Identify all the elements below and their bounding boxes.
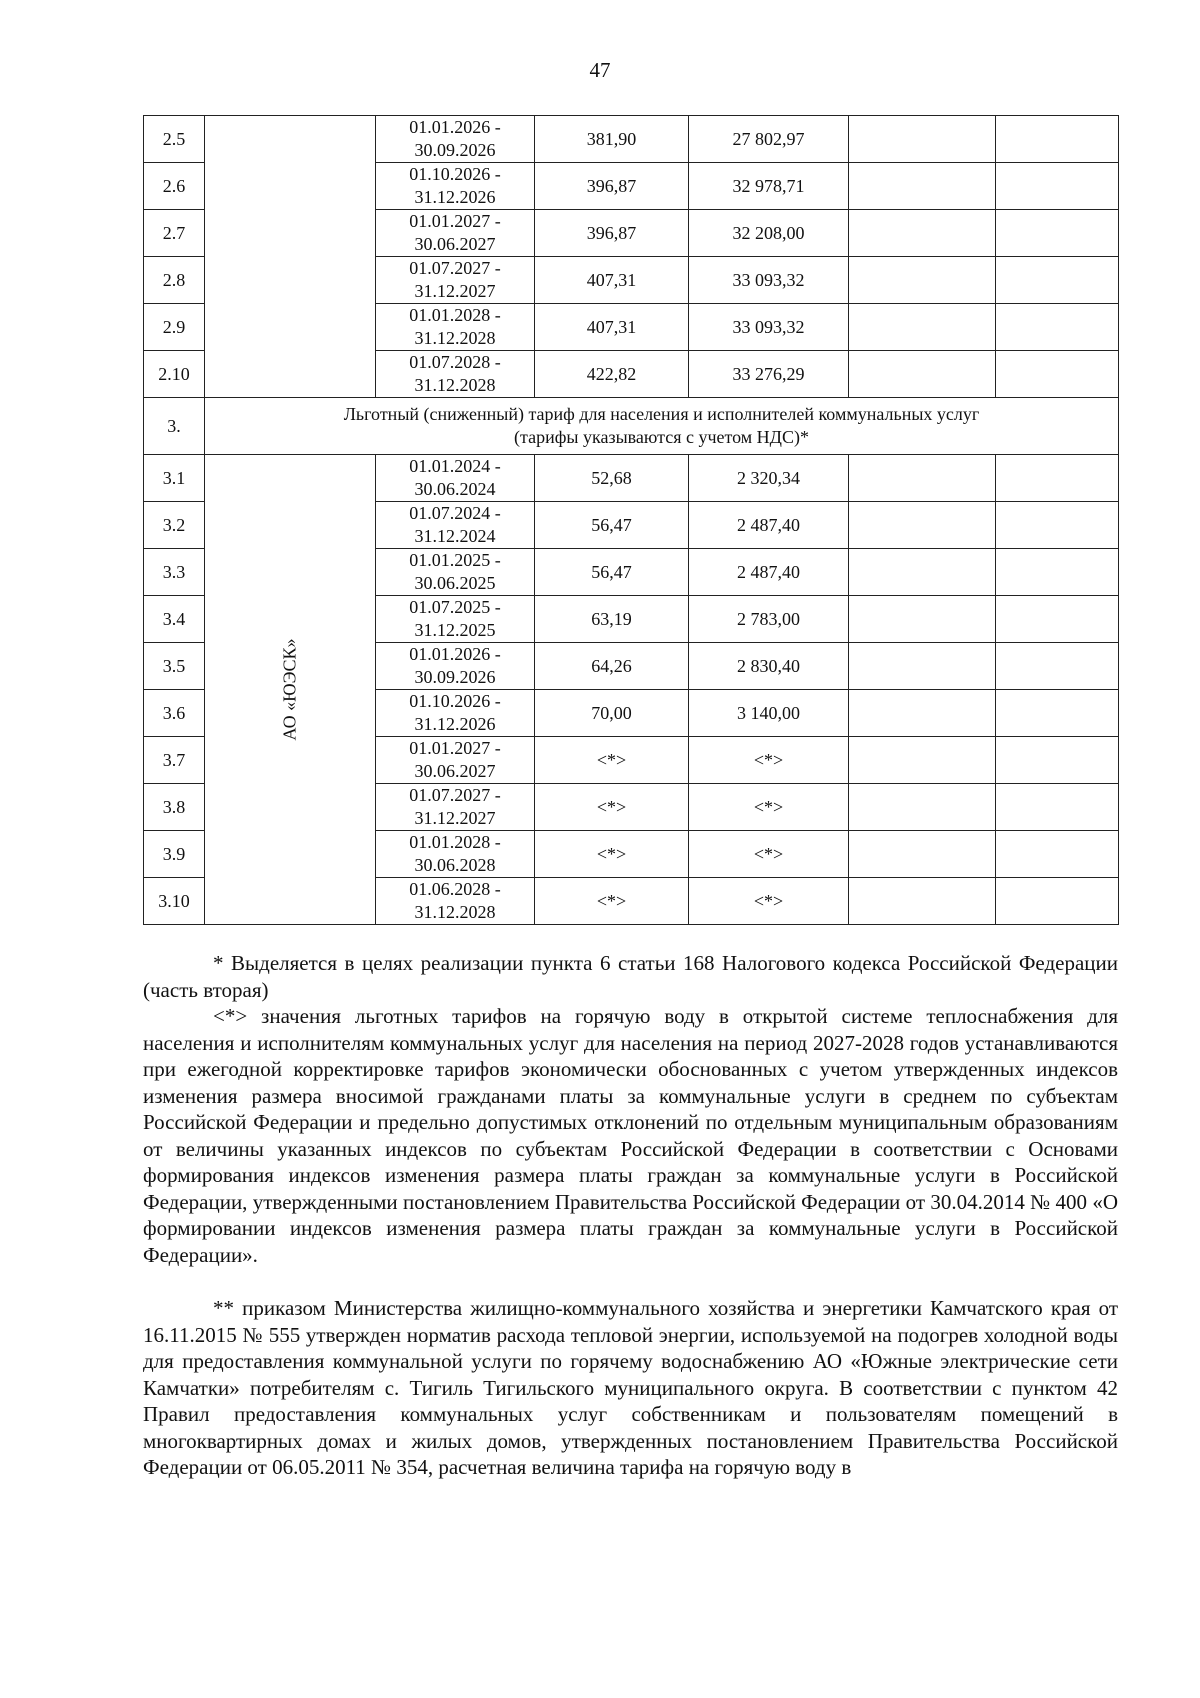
section-title-cell xyxy=(205,398,1119,455)
tariff-value-4 xyxy=(996,116,1119,163)
tariff-value-3 xyxy=(849,116,996,163)
period-end: 31.12.2026 xyxy=(414,187,496,207)
table-row xyxy=(144,116,1119,163)
period-start: 01.01.2025 - xyxy=(409,550,501,570)
period-cell xyxy=(376,690,535,737)
tariff-value-3 xyxy=(849,784,996,831)
row-number: 3.6 xyxy=(144,690,205,737)
tariff-value-2: 33 093,32 xyxy=(689,304,849,351)
row-number: 3.8 xyxy=(144,784,205,831)
organization-cell xyxy=(205,455,376,925)
tariff-value-3 xyxy=(849,690,996,737)
period-start: 01.01.2026 - xyxy=(409,644,501,664)
table-row xyxy=(144,455,1119,502)
footnote-angle: <*> значения льготных тарифов на горячую воду в открытой системе теплоснабжения для населения и исполнителям коммунальных услуг для населения на период 2027-2028 годов устанавливаются при ежегодной корректировке тарифов экономически обоснованных с учетом утвержденных индексов изменения размера вносимой гражданами платы за коммунальные услуги в среднем по субъектам Российской Федерации и предельно допустимых отклонений по отдельным муниципальным образованиям от величины указанных индексов по субъектам Российской Федерации в соответствии с Основами формирования индексов изменения размера платы граждан за коммунальные услуги в Российской Федерации, утвержденными постановлением Правительства Российской Федерации от 30.04.2014 № 400 «О формировании индексов изменения размера платы граждан за коммунальные услуги в Российской Федерации». xyxy=(143,1004,1118,1267)
period-end: 30.06.2024 xyxy=(414,479,496,499)
tariff-value-2: 2 320,34 xyxy=(689,455,849,502)
period-cell xyxy=(376,596,535,643)
tariff-value-1: 396,87 xyxy=(535,210,689,257)
tariff-value-4 xyxy=(996,502,1119,549)
tariff-value-3 xyxy=(849,549,996,596)
tariff-value-2: <*> xyxy=(689,737,849,784)
row-number: 3.7 xyxy=(144,737,205,784)
period-start: 01.07.2024 - xyxy=(409,503,501,523)
tariff-value-3 xyxy=(849,163,996,210)
tariff-value-1: 56,47 xyxy=(535,549,689,596)
section-title-line-2: (тарифы указываются с учетом НДС)* xyxy=(514,427,809,447)
row-number: 2.6 xyxy=(144,163,205,210)
tariff-value-4 xyxy=(996,596,1119,643)
page-number: 47 xyxy=(589,58,611,82)
tariff-value-4 xyxy=(996,455,1119,502)
period-start: 01.07.2027 - xyxy=(409,785,501,805)
period-end: 30.06.2027 xyxy=(414,234,496,254)
tariff-value-4 xyxy=(996,210,1119,257)
period-end: 31.12.2028 xyxy=(414,328,496,348)
tariff-value-2: 32 208,00 xyxy=(689,210,849,257)
tariff-value-2: <*> xyxy=(689,878,849,925)
period-end: 31.12.2027 xyxy=(414,281,496,301)
table-body-lower xyxy=(144,455,1119,925)
tariff-value-3 xyxy=(849,304,996,351)
period-start: 01.06.2028 - xyxy=(409,879,501,899)
tariff-value-4 xyxy=(996,163,1119,210)
tariff-value-3 xyxy=(849,643,996,690)
organization-cell xyxy=(205,116,376,398)
row-number: 3.3 xyxy=(144,549,205,596)
tariff-value-1: 407,31 xyxy=(535,257,689,304)
period-cell xyxy=(376,163,535,210)
period-start: 01.01.2026 - xyxy=(409,117,501,137)
period-end: 30.09.2026 xyxy=(414,140,496,160)
period-cell xyxy=(376,831,535,878)
tariff-value-3 xyxy=(849,831,996,878)
period-start: 01.10.2026 - xyxy=(409,164,501,184)
section-row xyxy=(144,398,1119,455)
tariff-value-4 xyxy=(996,351,1119,398)
tariff-value-1: 56,47 xyxy=(535,502,689,549)
tariff-value-1: 396,87 xyxy=(535,163,689,210)
row-number: 2.10 xyxy=(144,351,205,398)
tariff-value-4 xyxy=(996,831,1119,878)
tariff-value-4 xyxy=(996,257,1119,304)
section-title-line-1: Льготный (сниженный) тариф для населения и исполнителей коммунальных услуг xyxy=(343,404,980,424)
tariff-value-1: 63,19 xyxy=(535,596,689,643)
row-number: 2.5 xyxy=(144,116,205,163)
tariff-value-4 xyxy=(996,878,1119,925)
tariff-value-1: <*> xyxy=(535,737,689,784)
tariff-value-4 xyxy=(996,737,1119,784)
row-number: 3.5 xyxy=(144,643,205,690)
section-number: 3. xyxy=(144,398,205,455)
period-cell xyxy=(376,210,535,257)
tariff-value-3 xyxy=(849,878,996,925)
period-end: 31.12.2025 xyxy=(414,620,496,640)
tariff-value-2: 2 487,40 xyxy=(689,502,849,549)
period-end: 30.06.2027 xyxy=(414,761,496,781)
period-start: 01.01.2027 - xyxy=(409,738,501,758)
tariff-value-1: 52,68 xyxy=(535,455,689,502)
period-cell xyxy=(376,878,535,925)
tariff-value-2: 32 978,71 xyxy=(689,163,849,210)
table-section-header xyxy=(144,398,1119,455)
period-end: 31.12.2028 xyxy=(414,375,496,395)
tariff-value-1: 422,82 xyxy=(535,351,689,398)
row-number: 3.9 xyxy=(144,831,205,878)
period-cell xyxy=(376,502,535,549)
tariff-value-3 xyxy=(849,210,996,257)
tariff-value-1: 70,00 xyxy=(535,690,689,737)
tariff-value-3 xyxy=(849,257,996,304)
footnote-star: * Выделяется в целях реализации пункта 6 статьи 168 Налогового кодекса Российской Федерации (часть вторая) xyxy=(143,951,1118,1002)
row-number: 2.7 xyxy=(144,210,205,257)
tariff-value-2: 33 093,32 xyxy=(689,257,849,304)
row-number: 3.1 xyxy=(144,455,205,502)
period-start: 01.07.2028 - xyxy=(409,352,501,372)
tariff-value-3 xyxy=(849,502,996,549)
period-end: 31.12.2024 xyxy=(414,526,496,546)
organization-name: АО «ЮЭСК» xyxy=(279,638,300,741)
period-end: 30.09.2026 xyxy=(414,667,496,687)
table-body-upper xyxy=(144,116,1119,398)
period-cell xyxy=(376,304,535,351)
row-number: 2.8 xyxy=(144,257,205,304)
tariff-value-3 xyxy=(849,351,996,398)
period-cell xyxy=(376,784,535,831)
tariff-value-1: 407,31 xyxy=(535,304,689,351)
tariff-table xyxy=(143,115,1119,925)
tariff-value-1: <*> xyxy=(535,784,689,831)
tariff-value-4 xyxy=(996,549,1119,596)
period-start: 01.07.2025 - xyxy=(409,597,501,617)
period-end: 31.12.2027 xyxy=(414,808,496,828)
tariff-value-2: <*> xyxy=(689,831,849,878)
tariff-value-2: 2 487,40 xyxy=(689,549,849,596)
tariff-value-3 xyxy=(849,596,996,643)
period-end: 30.06.2028 xyxy=(414,855,496,875)
period-cell xyxy=(376,455,535,502)
period-start: 01.07.2027 - xyxy=(409,258,501,278)
tariff-value-2: 3 140,00 xyxy=(689,690,849,737)
tariff-value-3 xyxy=(849,737,996,784)
row-number: 3.10 xyxy=(144,878,205,925)
period-cell xyxy=(376,643,535,690)
period-end: 30.06.2025 xyxy=(414,573,496,593)
tariff-value-4 xyxy=(996,690,1119,737)
period-cell xyxy=(376,549,535,596)
row-number: 3.2 xyxy=(144,502,205,549)
row-number: 2.9 xyxy=(144,304,205,351)
tariff-value-2: 2 830,40 xyxy=(689,643,849,690)
period-start: 01.01.2024 - xyxy=(409,456,501,476)
period-start: 01.01.2028 - xyxy=(409,832,501,852)
row-number: 3.4 xyxy=(144,596,205,643)
tariff-value-2: 27 802,97 xyxy=(689,116,849,163)
period-end: 31.12.2028 xyxy=(414,902,496,922)
tariff-value-2: 2 783,00 xyxy=(689,596,849,643)
tariff-value-1: <*> xyxy=(535,878,689,925)
period-start: 01.01.2028 - xyxy=(409,305,501,325)
tariff-value-3 xyxy=(849,455,996,502)
tariff-value-4 xyxy=(996,304,1119,351)
tariff-value-1: <*> xyxy=(535,831,689,878)
tariff-value-2: <*> xyxy=(689,784,849,831)
period-start: 01.10.2026 - xyxy=(409,691,501,711)
tariff-value-2: 33 276,29 xyxy=(689,351,849,398)
tariff-value-4 xyxy=(996,643,1119,690)
tariff-value-1: 381,90 xyxy=(535,116,689,163)
period-start: 01.01.2027 - xyxy=(409,211,501,231)
period-cell xyxy=(376,116,535,163)
footnotes xyxy=(143,950,1118,1481)
tariff-value-4 xyxy=(996,784,1119,831)
period-end: 31.12.2026 xyxy=(414,714,496,734)
period-cell xyxy=(376,737,535,784)
tariff-value-1: 64,26 xyxy=(535,643,689,690)
footnote-double-star: ** приказом Министерства жилищно-коммунального хозяйства и энергетики Камчатского края от 16.11.2015 № 555 утвержден норматив расхода тепловой энергии, используемой на подогрев холодной воды для предоставления коммунальной услуги по горячему водоснабжению АО «Южные электрические сети Камчатки» потребителям с. Тигиль Тигильского муниципального округа. В соответствии с пунктом 42 Правил предоставления коммунальных услуг собственникам и пользователям помещений в многоквартирных домах и жилых домов, утвержденных постановлением Правительства Российской Федерации от 06.05.2011 № 354, расчетная величина тарифа на горячую воду в xyxy=(143,1296,1118,1479)
period-cell xyxy=(376,351,535,398)
period-cell xyxy=(376,257,535,304)
